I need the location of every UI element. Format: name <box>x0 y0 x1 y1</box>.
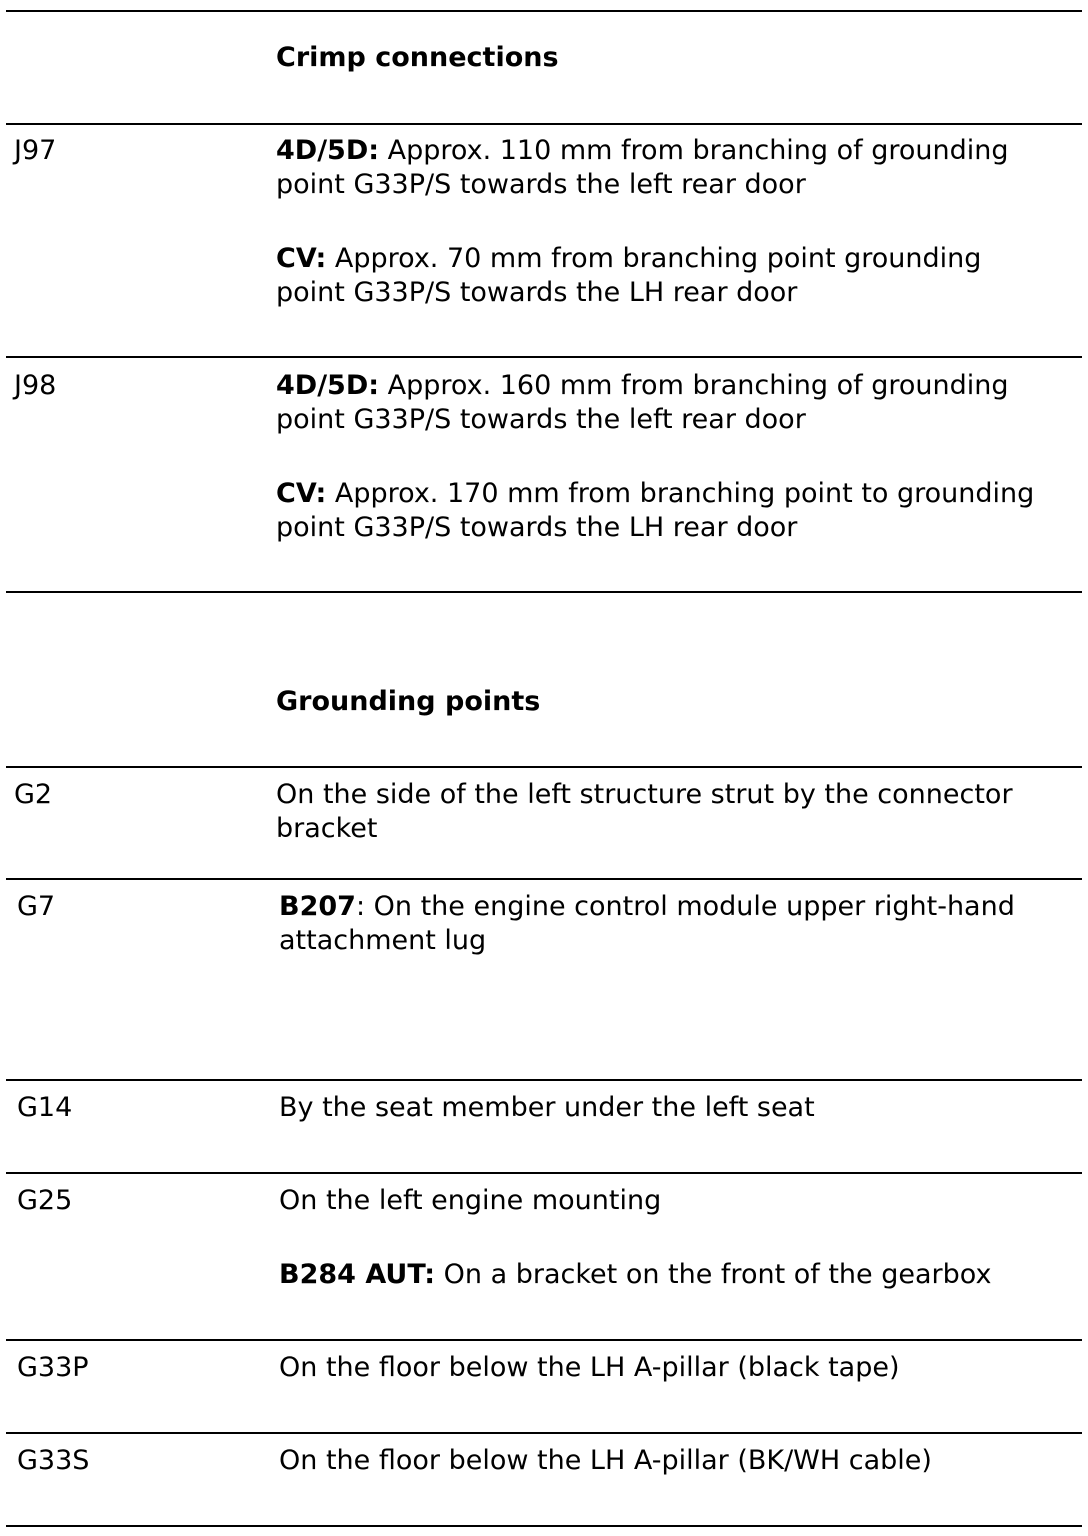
row-id: G2 <box>14 779 53 810</box>
row-description: On the side of the left structure strut by the connector bracket <box>276 779 1013 844</box>
divider <box>6 1172 1082 1174</box>
divider <box>6 10 1082 12</box>
divider <box>6 1432 1082 1434</box>
row-id: J97 <box>14 135 57 166</box>
row-id: G14 <box>17 1092 73 1123</box>
row-id: G25 <box>17 1185 73 1216</box>
divider <box>6 878 1082 880</box>
row-id: G7 <box>17 891 56 922</box>
section-heading-grounding: Grounding points <box>276 686 541 717</box>
divider <box>6 1525 1082 1527</box>
divider <box>6 766 1082 768</box>
row-description: 4D/5D: Approx. 160 mm from branching of grounding point G33P/S towards the left rear door <box>276 370 1009 435</box>
row-description: On the floor below the LH A-pillar (BK/WH cable) <box>279 1445 932 1476</box>
row-description: B207: On the engine control module upper right-hand attachment lug <box>279 891 1015 956</box>
divider <box>6 1079 1082 1081</box>
row-description: On the left engine mounting <box>279 1185 662 1216</box>
row-description: On the floor below the LH A-pillar (black tape) <box>279 1352 900 1383</box>
row-description: B284 AUT: On a bracket on the front of the gearbox <box>279 1259 992 1290</box>
row-id: G33P <box>17 1352 89 1383</box>
row-id: J98 <box>14 370 57 401</box>
row-description: CV: Approx. 170 mm from branching point to grounding point G33P/S towards the LH rear door <box>276 478 1035 543</box>
divider <box>6 123 1082 125</box>
row-id: G33S <box>17 1445 90 1476</box>
row-description: By the seat member under the left seat <box>279 1092 815 1123</box>
divider <box>6 1339 1082 1341</box>
divider <box>6 356 1082 358</box>
row-description: CV: Approx. 70 mm from branching point grounding point G33P/S towards the LH rear door <box>276 243 982 308</box>
divider <box>6 591 1082 593</box>
section-heading-crimp: Crimp connections <box>276 42 559 73</box>
row-description: 4D/5D: Approx. 110 mm from branching of grounding point G33P/S towards the left rear door <box>276 135 1009 200</box>
